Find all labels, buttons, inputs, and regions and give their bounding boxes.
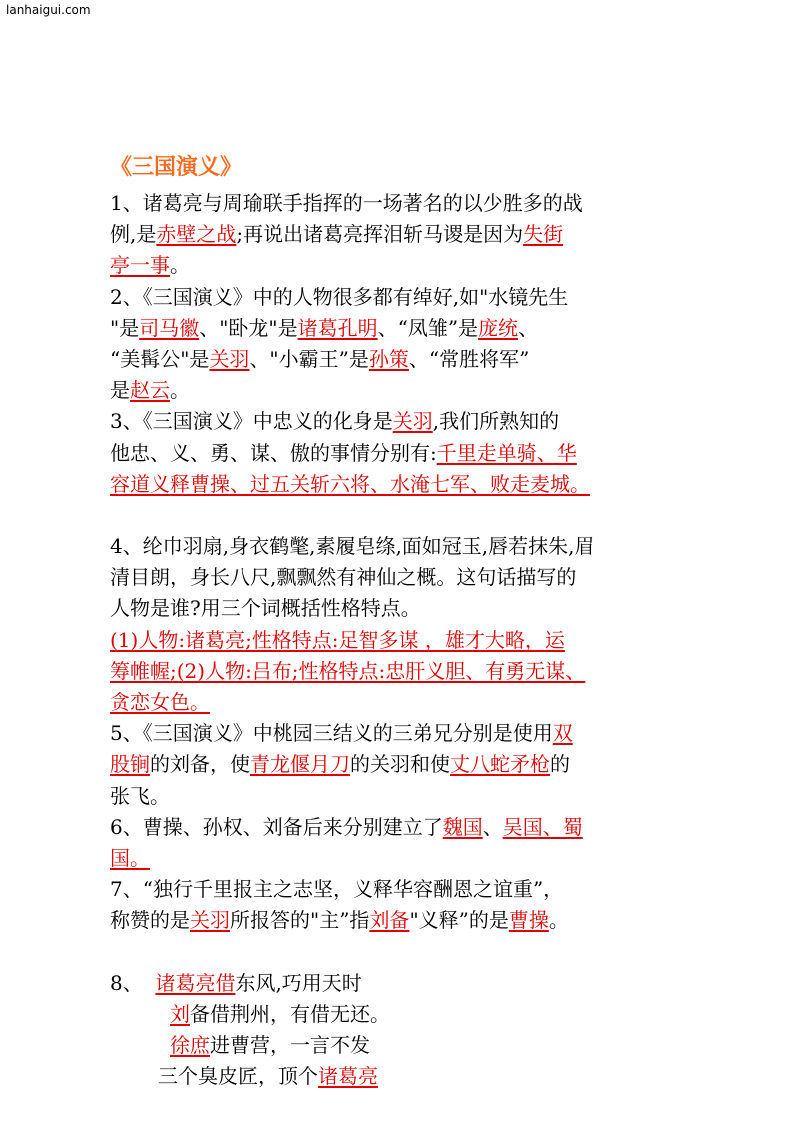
q5-line-2 (110, 749, 710, 780)
q2-line-2 (110, 313, 710, 344)
q8-line-2 (110, 999, 710, 1030)
q5-text: 张飞。 (110, 783, 170, 808)
q2-text: 是 (110, 378, 130, 403)
q7-line-1 (110, 874, 710, 905)
q1-answer-reason: 亭一事 (110, 253, 170, 278)
q2-answer: 孙策 (368, 347, 409, 372)
q7-answer: 关羽 (190, 908, 230, 933)
document-body (110, 188, 710, 1092)
q2-text: 2、《三国演义》中的人物很多都有绰好,如"水镜先生 (110, 284, 569, 309)
q4-answer: 筹帷幄;(2)人物:吕布;性格特点:忠肝义胆、有勇无谋、 (110, 658, 586, 683)
q7-line-2 (110, 905, 710, 936)
q5-answer: 股锏 (110, 752, 150, 777)
q4-answer: 贪恋女色。 (110, 690, 210, 715)
q2-text: 、“凤雏”是 (377, 315, 479, 340)
q2-text: 、"小霸王”是 (249, 347, 369, 372)
q2-answer: 赵云 (130, 378, 170, 403)
q3-answer: 千里走单骑、华 (436, 440, 577, 465)
q8-text: 东风,巧用天时 (235, 970, 362, 995)
q2-text: "是 (110, 315, 140, 340)
q1-answer-battle: 赤壁之战 (156, 222, 237, 247)
q2-answer: 诸葛孔明 (297, 315, 378, 340)
question-7 (110, 874, 710, 936)
q8-line-1 (110, 968, 710, 999)
question-5 (110, 718, 710, 812)
q7-text: "义释”的是 (409, 908, 509, 933)
document-title: 《三国演义》 (110, 155, 243, 180)
site-watermark: lanhaigui.com (6, 3, 91, 17)
q3-line-1 (110, 406, 710, 437)
q3-line-2 (110, 438, 710, 469)
q4-line-2 (110, 562, 710, 593)
q1-text: 1、诸葛亮与周瑜联手指挥的一场著名的以少胜多的战 (110, 191, 583, 215)
q7-text: 称赞的是 (110, 908, 190, 933)
q4-line-6 (110, 687, 710, 718)
question-8 (110, 968, 710, 1093)
q6-text: 6、曹操、孙权、刘备后来分别建立了 (110, 814, 443, 839)
q1-line-1 (110, 188, 710, 219)
q1-text: 例,是 (110, 222, 157, 247)
q8-number: 8、 (110, 970, 143, 995)
q4-line-3 (110, 593, 710, 624)
q4-text: 人物是谁?用三个词概括性格特点。 (110, 596, 421, 621)
q7-answer: 曹操 (508, 908, 549, 933)
q1-text: ;再说出诸葛亮挥泪斩马谡是因为 (236, 222, 524, 247)
spacer (110, 500, 710, 531)
q2-text: 、"卧龙"是 (199, 315, 298, 340)
q1-text: 。 (170, 253, 190, 278)
question-1 (110, 188, 710, 282)
q8-line-4 (110, 1061, 710, 1092)
q1-answer-reason: 失街 (523, 222, 564, 247)
q6-answer: 国。 (110, 846, 150, 871)
q7-text: 所报答的"主”指 (230, 908, 370, 933)
q5-line-1 (110, 718, 710, 749)
q6-line-1 (110, 812, 710, 843)
q8-line-3 (110, 1030, 710, 1061)
q2-text: 。 (170, 378, 190, 403)
question-4 (110, 531, 710, 718)
q4-line-4 (110, 625, 710, 656)
q6-line-2 (110, 843, 710, 874)
q7-answer: 刘备 (369, 908, 410, 933)
q3-text: ,我们所熟知的 (432, 409, 560, 434)
spacer (110, 937, 710, 968)
q3-line-3 (110, 469, 710, 500)
q8-answer: 诸葛亮借 (155, 970, 236, 995)
q4-line-1 (110, 531, 710, 562)
q5-text: 5、《三国演义》中桃园三结义的三弟兄分别是使用 (110, 721, 553, 746)
q5-line-3 (110, 781, 710, 812)
q5-answer: 青龙偃月刀 (250, 752, 350, 777)
q8-answer: 刘 (170, 1001, 190, 1026)
q2-answer: 庞统 (478, 315, 519, 340)
q8-text: 进曹营，一言不发 (210, 1033, 370, 1058)
q1-line-3 (110, 250, 710, 281)
q6-text: 、 (482, 814, 503, 839)
q4-line-5 (110, 656, 710, 687)
q6-answer: 吴国、蜀 (502, 814, 583, 839)
q2-line-4 (110, 375, 710, 406)
q5-text: 的 (550, 752, 570, 777)
q3-answer: 容道义释曹操、过五关斩六将、水淹七军、败走麦城。 (110, 471, 590, 496)
q8-answer: 徐庶 (170, 1033, 210, 1058)
q5-answer: 丈八蛇矛枪 (450, 752, 550, 777)
q2-text: 、“常胜将军” (408, 347, 530, 372)
q2-line-3 (110, 344, 710, 375)
q4-text: 4、纶巾羽扇,身衣鹤氅,素履皂绦,面如冠玉,唇若抹朱,眉 (110, 534, 595, 559)
q1-line-2 (110, 219, 710, 250)
q5-answer: 双 (552, 721, 573, 746)
q2-text: 、 (518, 315, 539, 340)
q3-text: 3、《三国演义》中忠义的化身是 (110, 409, 393, 434)
q7-text: 。 (548, 908, 569, 933)
question-2 (110, 282, 710, 407)
q8-text: 三个臭皮匠，顶个 (158, 1064, 318, 1089)
q3-text: 他忠、义、勇、谋、傲的事情分别有: (110, 440, 437, 465)
q6-answer: 魏国 (442, 814, 483, 839)
q2-line-1 (110, 282, 710, 313)
question-3 (110, 406, 710, 500)
q7-text: 7、“独行千里报主之志坚，义释华容酬恩之谊重”， (110, 877, 564, 902)
q2-text: “美髯公"是 (110, 347, 210, 372)
question-6 (110, 812, 710, 874)
q4-text: 清目朗，身长八尺,飘飘然有神仙之概。这句话描写的 (110, 565, 577, 590)
q8-text: 备借荆州，有借无还。 (190, 1001, 390, 1026)
q2-answer: 司马徽 (139, 315, 200, 340)
q8-answer: 诸葛亮 (318, 1064, 378, 1089)
q4-answer: (1)人物:诸葛亮;性格特点:足智多谋 ，雄才大略，运 (110, 627, 565, 652)
q3-answer: 关羽 (392, 409, 433, 434)
q5-text: 的刘备，使 (150, 752, 250, 777)
q2-answer: 关羽 (209, 347, 250, 372)
q5-text: 的关羽和使 (350, 752, 450, 777)
